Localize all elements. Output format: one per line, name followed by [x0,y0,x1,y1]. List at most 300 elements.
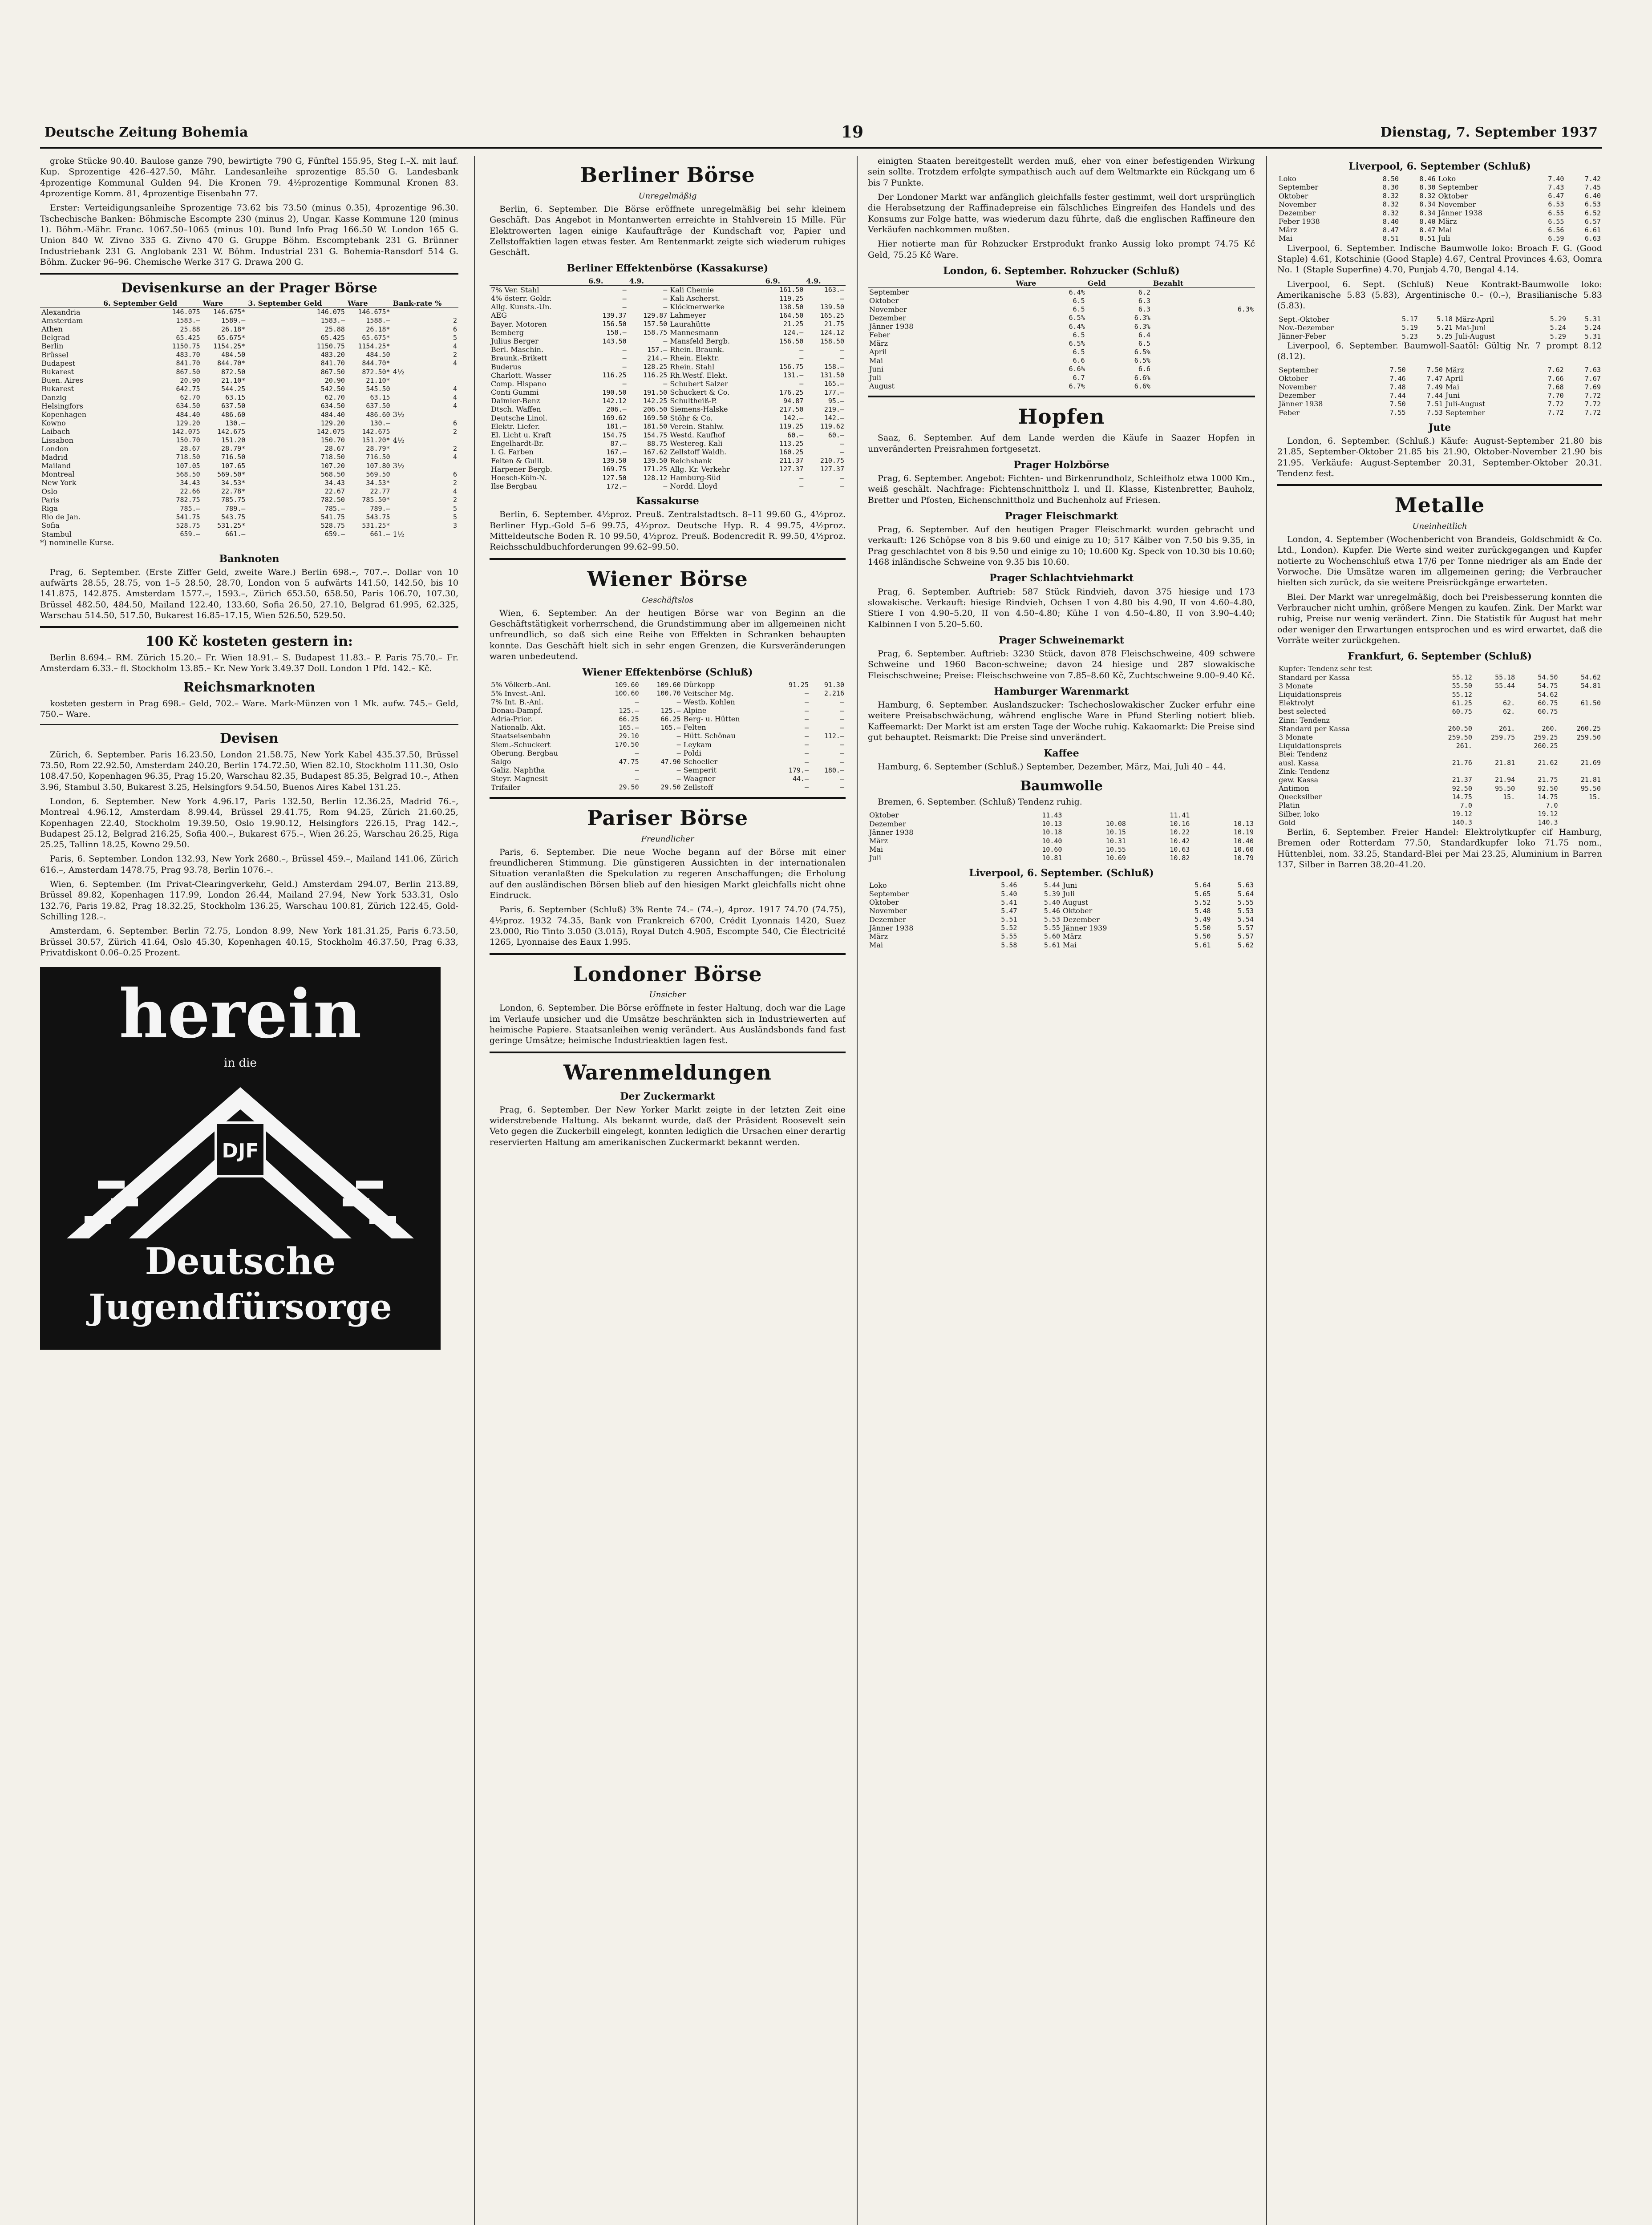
table-cell: 6.57 [1584,217,1601,226]
article-text: groke Stücke 90.40. Baulose ganze 790, bewirtigte 790 G, Fünftel 155.95, Steg I.–X. mit lauf. Kup. Sprozentige 426–427.50, Mähr. Landesanleihe sprozentige 85.50 G. Landesbank 4prozentige Kommunal Gulden 94. Die Kronen 79. 4½prozentige Kommunal Kronen 83. 4prozentige Komm. 81, 4prozentige Eisenbahn 77. [40,156,458,198]
table-cell: – [676,775,681,783]
schlachtviehmarkt-heading: Prager Schlachtviehmarkt [989,572,1134,584]
table-cell: 261. [1499,724,1515,733]
table-cell: 5.55 [1044,924,1060,932]
table-cell: Siem.-Schuckert [491,740,551,749]
table-cell: 169.75 [602,465,627,473]
table-cell: – [840,473,844,482]
table-cell: 154.75 [643,431,668,439]
divider [1277,484,1602,486]
table-cell: Liquidationspreis [1279,690,1342,699]
wien-effekten-table [490,680,846,791]
table-row [1277,724,1602,733]
table-cell: 2 [453,496,457,504]
table-row [40,342,458,350]
table-cell: 2 [453,479,457,487]
devisen-table [40,299,458,538]
table-cell: 4½ [393,368,405,376]
table-row [40,513,458,521]
table-cell: 5 [453,504,457,513]
table-cell: 6.6 [1073,356,1085,365]
table-cell: 107.65 [221,461,246,470]
ad-headline: herein [119,975,362,1054]
table-cell: September [1445,408,1486,417]
column-header: 4.9. [628,277,669,286]
table-cell: 55.44 [1495,682,1515,690]
table-row [1277,776,1602,784]
table-row [40,436,458,445]
table-row [490,380,846,388]
article-text: Zürich, 6. September. Paris 16.23.50, London 21.58.75, New York Kabel 435.37.50, Brüssel 73.50, Rom 22.92.50, Amsterdam 240.20, Berlin 174.72.50, Wien 82.10, Stockholm 111.30, Oslo 108.47.50, Kopenhagen 96.35, Prag 15.20, Warschau 82.35, Budapest 85.35, Belgrad 10.–, Athen 3.96, Stambul 3.50, Bukarest 3.25, Helsingfors 9.54.50, Buenos Aires Kabel 131.25. [40,749,458,792]
table-cell: 789.– [225,504,246,513]
table-cell: 60.– [828,431,844,439]
table-cell: 5.52 [1194,898,1211,906]
liverpool-table [868,881,1255,950]
table-cell: 113.25 [779,439,804,448]
table-cell: 5.47 [1001,906,1017,915]
table-cell [1152,382,1255,390]
table-cell: Mai [1438,226,1452,235]
table-cell: November [1438,200,1476,209]
table-row [868,322,1255,331]
londoner-boerse-heading: Londoner Börse [573,962,762,986]
table-cell: Standard per Kassa [1279,673,1350,682]
table-cell: Zinn: Tendenz [1279,716,1330,724]
table-cell: 142.675 [217,427,246,436]
table-row [1277,759,1602,767]
table-cell: August [869,382,895,391]
table-cell: – [676,698,681,706]
table-cell: 5.19 [1401,324,1418,332]
table-cell: 142.675 [362,427,390,436]
table-cell [1559,801,1602,809]
table-cell: – [840,448,844,456]
issue-date: Dienstag, 7. September 1937 [1380,125,1598,140]
table-cell [1474,664,1516,673]
metals-table [1277,664,1602,827]
column-header: 6.9. [764,277,805,286]
table-cell: 116.25 [602,371,627,380]
table-cell: 21.25 [783,320,804,328]
table-cell: 7.0 [1460,801,1472,810]
article-text: Liverpool, 6. September. Indische Baumwolle loko: Broach F. G. (Good Staple) 4.61, Kotschinie (Good Staple) 4.67, Central Provinces 4.63, Oomra No. 1 (Staple Superfine) 4.70, Punjab 4.70, Bengal 4.14. [1277,243,1602,275]
table-cell: Charlott. Wasser [491,371,551,380]
table-cell: 5.61 [1194,941,1211,949]
table-cell: Feber [869,331,891,340]
table-cell: Conti Gummi [491,388,539,397]
table-cell: 139.37 [602,311,627,320]
table-cell: 55.50 [1452,682,1472,690]
table-cell: 844.70* [362,359,390,368]
table-cell: 181.– [606,422,627,431]
table-cell: Schultheiß-P. [670,396,717,405]
table-cell: 158.75 [643,328,668,337]
berliner-boerse-heading: Berliner Börse [580,163,755,187]
table-cell: 128.12 [643,473,668,482]
table-row [868,915,1255,924]
table-cell: Loko [1438,174,1456,183]
table-cell: 146.075 [172,308,200,316]
table-cell: 146.675* [358,308,390,316]
column-header: 6. September Geld [102,299,202,308]
article-text: Hamburg, 6. September (Schluß.) September, Dezember, März, Mai, Juli 40 – 44. [878,762,1226,772]
table-row [868,296,1255,305]
table-cell: 28.67 [180,445,200,453]
table-cell: 5 [453,333,457,342]
article-text: Prag, 6. September. Der New Yorker Markt zeigte in der letzten Zeit eine widerstrebende Haltung. Als bekannt wurde, daß der Präsident Roosevelt sein Veto gegen die Zuckerbill eingelegt, konnten lediglich die Ursachen einer derartig reservierten Haltung am amerikanischen Zuckermarkt bekannt werden. [490,1104,846,1147]
table-cell: 542.50 [320,384,345,393]
table-cell: 21.62 [1538,759,1558,767]
table-cell: Galiz. Naphtha [491,766,545,775]
table-cell: 6.5 [1073,305,1085,314]
table-cell: 62. [1503,707,1515,716]
table-cell: Standard per Kassa [1279,724,1350,733]
table-cell: 5.29 [1550,332,1566,340]
table-cell: 6.5% [1069,314,1085,322]
table-cell: 7.72 [1584,400,1601,409]
table-cell: 60.75 [1452,707,1472,716]
table-cell: 2 [453,316,457,325]
table-cell: 260. [1542,724,1558,733]
table-cell: 3 Monate [1279,681,1313,690]
table-cell [1516,716,1559,724]
table-row [868,811,1255,819]
table-cell: 129.20 [176,419,200,427]
table-cell: 26.18* [366,325,390,333]
table-row [1277,750,1602,758]
table-cell: 867.50 [320,368,345,376]
table-row [490,783,846,792]
table-cell: 10.15 [1105,828,1126,837]
table-cell: 8.50 [1382,174,1399,183]
table-cell: 6.4% [1069,288,1085,296]
table-cell: 29.50 [660,783,681,792]
table-row [490,465,846,473]
table-cell: 94.87 [783,396,804,405]
table-cell: 5.65 [1194,890,1211,898]
table-cell: 634.50 [176,402,200,410]
table-cell: 642.75 [176,384,200,393]
table-cell: 10.22 [1170,828,1190,837]
table-row [1277,690,1602,699]
article-text: kosteten gestern in Prag 698.– Geld, 702.– Ware. Mark-Münzen von 1 Mk. aufw. 745.– Geld, 750.– Ware. [40,698,458,719]
table-cell: Verein. Stahlw. [670,422,724,431]
table-cell: 190.50 [602,388,627,396]
table-cell: 10.40 [1042,837,1062,845]
table-cell: 214.– [647,354,668,362]
table-cell: September [869,288,909,297]
table-cell [1152,365,1255,373]
article-text: London, 6. September. (Schluß.) Käufe: August-September 21.80 bis 21.85, September-Oktober 21.85 bis 21.90, Oktober-November 21.90 bis 21.95. Verkäufe: August-September 20.31, September-Oktober 20.31. Tendenz fest. [1277,436,1602,478]
table-cell: März [869,339,888,348]
table-cell: 4 [453,342,457,351]
table-cell [1474,801,1516,809]
table-cell: 7.62 [1547,366,1564,374]
table-cell: Blei: Tendenz [1279,750,1328,759]
divider [490,558,846,560]
table-cell: 142.25 [643,396,668,405]
table-cell: Feber 1938 [1279,217,1320,226]
table-cell: 112.– [824,732,844,740]
table-cell: 164.50 [779,311,804,320]
column-rule [474,156,475,2225]
column-header [490,277,587,286]
table-cell: Oktober [869,898,899,907]
article-text: Berlin, 6. September. 4½proz. Preuß. Zentralstadtsch. 8–11 99.60 G., 4½proz. Berliner Hyp.-Gold 5–6 99.75, 4½proz. Deutsche Hyp. R. 4 99.75, 4½proz. Mitteldeutsche Boden R. 10 99.50, 4½proz. Preuß. Bodencredit R. 99.50, 4½proz. Reichsschuldbuchforderungen 99.62–99.50. [490,510,846,552]
table-cell: 140.3 [1452,818,1472,827]
table-cell: Hütt. Schönau [683,732,736,740]
table-cell: 7.63 [1584,366,1601,374]
table-cell: gew. Kassa [1279,775,1319,784]
table-cell [1063,811,1127,819]
table-row [40,393,458,402]
table-cell: 7.68 [1547,383,1564,391]
table-row [40,427,458,436]
table-cell: 543.75 [221,513,246,521]
table-cell: 8.32 [1382,200,1399,209]
table-cell: 7.44 [1389,391,1406,400]
table-row [1277,332,1602,340]
article-text: Paris, 6. September (Schluß) 3% Rente 74.– (74.–), 4proz. 1917 74.70 (74.75), 4½proz. 1932 74.35, Bank von Frankreich 6700, Crédit Lyonnais 1420, Suez 23.000, Rio Tinto 3.050 (3.015), Royal Dutch 4.905, Escompte 540, Cie Électricité 1265, Lyonnaise des Eaux 1.995. [490,905,846,947]
article-text: Wien, 6. September. (Im Privat-Clearingverkehr, Geld.) Amsterdam 294.07, Berlin 213.89, Brüssel 89.82, Kopenhagen 117.99, London 26.44, Mailand 27.94, New York 533.31, Oslo 132.76, Paris 19.82, Prag 18.32.25, Stockholm 136.25, Warschau 100.81, Zürich 122.45, Gold-Schilling 128.–. [40,879,458,922]
table-cell: Buderus [491,362,521,371]
table-cell: Zink: Tendenz [1279,767,1330,776]
table-cell: 6 [453,325,457,333]
table-cell: 61.50 [1580,699,1601,707]
table-cell: November [1279,383,1316,392]
table-cell [1152,314,1255,322]
table-cell: Comp. Hispano [491,379,547,388]
column-2 [490,156,846,2225]
table-cell: 5.53 [1044,915,1060,924]
article-text: Bremen, 6. September. (Schluß) Tendenz ruhig. [878,797,1082,807]
table-cell: 637.50 [366,402,390,410]
article-text: Der Londoner Markt war anfänglich gleichfalls fester gestimmt, weil dort ursprünglich die Herabsetzung der Raffinadepreise ein fälschliches Eingreifen des Handels und des Konsums zur Folge hatte, was wiederum dazu führte, daß die englischen Raffineure den Verkäufen nachkommen mußten. [868,192,1255,235]
table-cell: 6.5% [1134,356,1150,365]
zuckermarkt-heading: Der Zuckermarkt [620,1090,715,1102]
table-cell: 5.46 [1001,881,1017,890]
table-cell: Dezember [869,819,906,828]
table-cell: 10.60 [1233,845,1254,854]
table-cell: 7.69 [1584,383,1601,391]
kontrakt-table [1277,366,1602,417]
table-cell: 5.17 [1401,315,1418,324]
table-cell [1559,690,1602,699]
table-cell: – [805,749,809,757]
table-cell: Mannesmann [670,328,719,337]
table-cell: AEG [491,311,507,320]
table-cell: 165.– [824,380,844,388]
rohzucker-table [868,279,1255,390]
table-cell [1516,767,1559,776]
table-row [1277,183,1602,191]
table-cell [1152,356,1255,365]
table-cell: Kali Chemie [670,285,714,294]
table-cell: März-April [1455,315,1494,324]
table-cell: 158.– [606,328,627,337]
table-cell: 171.25 [643,465,668,473]
table-cell: Mansfeld Bergb. [670,336,730,345]
table-row [490,422,846,431]
table-cell: 6.6% [1069,365,1085,373]
table-cell: 22.78* [221,487,246,496]
table-cell: Juni [1062,881,1077,890]
table-cell: 100.60 [615,689,639,698]
table-cell: – [799,380,804,388]
table-cell: 28.79* [366,445,390,453]
divider [40,724,458,725]
table-cell: Kopenhagen [41,410,87,419]
table-cell: 95.– [828,396,844,405]
table-cell: 54.62 [1580,673,1601,682]
table-row [1277,200,1602,209]
table-cell: 10.13 [1042,820,1062,828]
column-3 [868,156,1255,2225]
table-cell: 8.47 [1419,226,1436,234]
table-cell: 5.62 [1237,941,1254,949]
table-cell: 484.40 [176,410,200,419]
table-cell: – [676,732,681,740]
table-cell: 125.– [660,706,681,715]
column-rule [1266,156,1267,2225]
table-cell: 259.25 [1534,733,1558,741]
table-cell: 261. [1456,741,1472,750]
table-row [490,473,846,482]
table-cell: 165.– [660,723,681,732]
table-cell: Deutsche Linol. [491,413,547,422]
table-cell: 15. [1503,793,1515,801]
table-cell: 528.75 [176,521,200,530]
table-cell: 5.24 [1550,324,1566,332]
table-cell: 528.75 [320,521,345,530]
table-cell: 5.58 [1001,941,1017,949]
ad-logo-text: DJF [222,1140,259,1163]
table-cell: 95.50 [1580,784,1601,793]
table-cell: September [1279,183,1319,192]
baumwolle-heading: Baumwolle [1020,778,1103,794]
table-cell: 88.75 [647,439,668,448]
table-cell [1559,818,1602,827]
table-cell: 6 [453,419,457,427]
table-row [40,461,458,470]
table-cell: 6.5 [1073,296,1085,305]
table-cell: Athen [41,325,63,334]
table-row [1277,315,1602,324]
table-cell: 6.55 [1548,209,1564,217]
table-cell: Mai [869,941,883,950]
table-cell: 158.50 [820,337,844,345]
table-cell: 25.88 [180,325,200,333]
table-cell: 785.– [180,504,200,513]
devisen2-heading: Devisen [220,731,279,747]
table-cell: 5.41 [1001,898,1017,906]
table-row [868,854,1255,862]
table-cell: Montreal [41,470,75,479]
table-cell: 62.70 [180,393,200,402]
table-cell: September [869,889,909,898]
table-cell: 7.40 [1548,174,1564,183]
table-cell: 92.50 [1452,784,1472,793]
table-cell [1559,810,1602,818]
table-cell: 146.075 [316,308,345,316]
table-cell: 129.87 [643,311,668,320]
table-row [868,331,1255,339]
table-cell: 8.34 [1419,200,1436,209]
wiener-boerse-heading: Wiener Börse [587,566,748,591]
table-row [868,837,1255,845]
table-cell: 150.70 [176,436,200,445]
table-cell: 8.32 [1419,192,1436,200]
table-cell: 8.51 [1382,235,1399,243]
table-cell: 543.75 [366,513,390,521]
table-cell: Semperit [683,766,717,775]
table-cell: 92.50 [1538,784,1558,793]
table-cell: 11.41 [1170,811,1190,820]
table-cell: 181.50 [643,422,668,431]
table-cell: – [840,715,844,723]
table-row [1277,192,1602,200]
table-cell: 62.70 [324,393,345,402]
table-row [868,820,1255,828]
table-cell: Alpine [683,706,707,715]
table-cell: – [805,740,809,749]
table-row [490,285,846,294]
table-cell: Juli-August [1445,400,1486,409]
table-row [40,496,458,504]
divider [490,953,846,955]
table-cell: – [840,749,844,757]
table-cell: – [840,439,844,448]
table-cell: 100.70 [656,689,681,698]
table-cell: 191.50 [643,388,668,396]
table-row [490,388,846,396]
table-cell: 142.075 [172,427,200,436]
table-cell: 151.20* [362,436,390,445]
article-text: Paris, 6. September. London 132.93, New York 2680.–, Brüssel 459.–, Mailand 141.06, Zürich 616.–, Amsterdam 1478.75, Prag 93.78, Berlin 1076.–. [40,854,458,875]
table-cell [1559,767,1602,776]
article-text: einigten Staaten bereitgestellt werden muß, eher von einer befestigenden Wirkung sein sollte. Trotzdem erfolgte sympathisch auch auf dem Weltmarkte ein Rückgang um 6 bis 7 Punkte. [868,156,1255,188]
table-row [490,337,846,345]
table-cell: 119.62 [820,422,844,431]
table-cell: 54.50 [1538,673,1558,682]
table-cell: Jänner 1938 [1279,400,1323,409]
table-row [40,307,458,316]
table-cell: Dezember [1279,391,1316,400]
table-cell: 5.61 [1044,941,1060,949]
jugendfuersorge-advertisement [40,967,441,1350]
table-cell: – [622,345,627,354]
table-cell: 6.53 [1548,200,1564,209]
table-cell: – [663,380,668,388]
table-row [1277,793,1602,801]
table-cell: 1150.75 [316,342,345,351]
table-row [1277,664,1602,673]
table-cell: London [41,444,69,453]
table-cell: 6 [453,470,457,478]
table-cell: 8.47 [1382,226,1399,234]
ad-line-2: Jugendfürsorge [89,1287,392,1328]
table-cell: 165.– [619,723,639,732]
table-row [490,345,846,354]
table-cell: 1½ [393,530,405,538]
table-cell: Oberung. Bergbau [491,748,558,757]
table-cell: 167.– [606,448,627,456]
table-row [868,373,1255,382]
table-cell: – [622,294,627,303]
table-cell: 142.12 [602,396,627,405]
table-cell: 139.50 [643,457,668,465]
table-cell: 7.55 [1389,409,1406,417]
